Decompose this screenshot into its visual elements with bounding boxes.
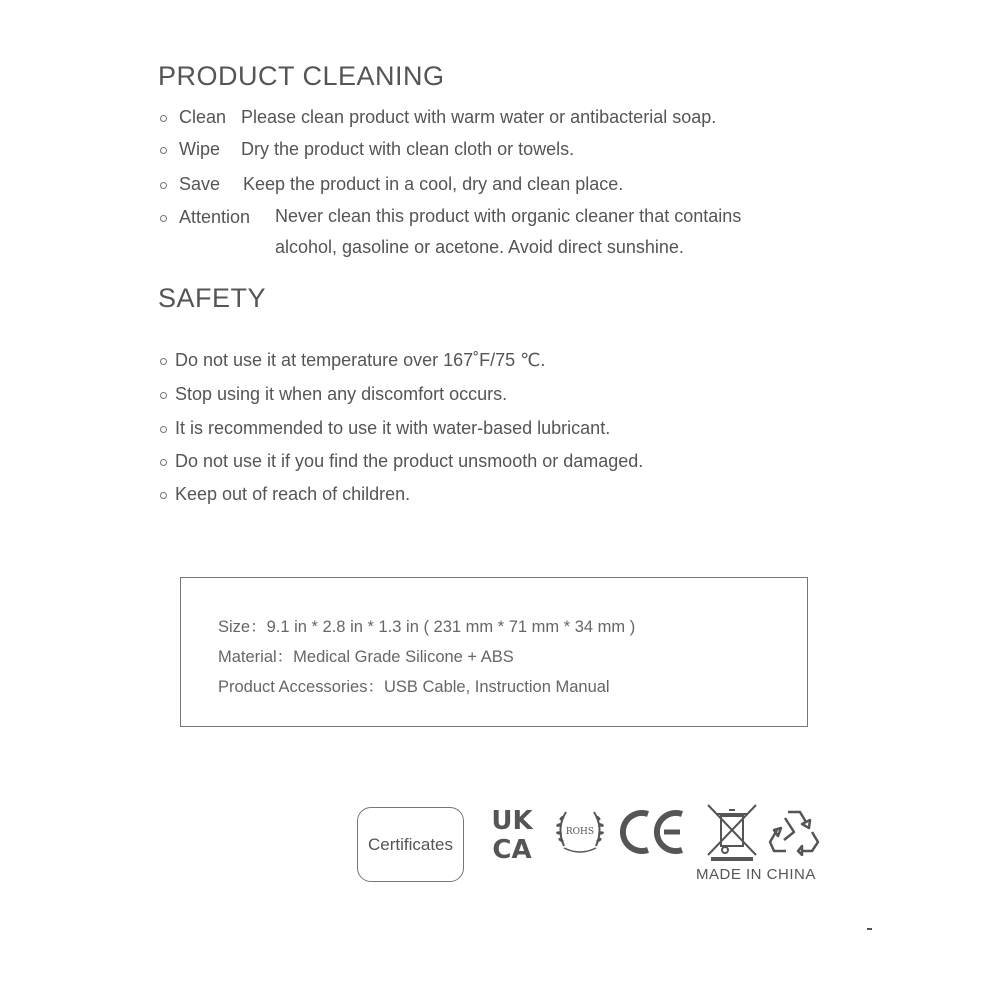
safety-text: Stop using it when any discomfort occurs.	[175, 384, 508, 404]
cleaning-title: PRODUCT CLEANING	[158, 61, 445, 91]
safety-text: It is recommended to use it with water-based lubricant.	[175, 418, 611, 438]
safety-title: SAFETY	[158, 283, 267, 313]
spec-size: Size：9.1 in * 2.8 in * 1.3 in ( 231 mm * 71 mm * 34 mm )	[218, 618, 636, 636]
cleaning-label: Wipe	[179, 139, 221, 159]
cleaning-text: alcohol, gasoline or acetone. Avoid direct sunshine.	[275, 237, 684, 257]
cleaning-item-attention	[160, 207, 741, 263]
safety-text: Keep out of reach of children.	[175, 484, 411, 504]
bullet-icon	[160, 459, 167, 466]
cleaning-item-wipe	[160, 139, 574, 160]
safety-text: Do not use it at temperature over 167˚F/75 ℃.	[175, 350, 546, 370]
ukca-text-bottom: CA	[492, 835, 532, 860]
safety-text: Do not use it if you find the product unsmooth or damaged.	[175, 451, 644, 471]
cleaning-label: Attention	[179, 207, 251, 227]
weee-bin-icon	[705, 802, 759, 862]
cleaning-text: Keep the product in a cool, dry and clean place.	[243, 174, 624, 194]
spec-material: Material：Medical Grade Silicone + ABS	[218, 648, 514, 666]
bullet-icon	[160, 492, 167, 499]
safety-item	[160, 350, 545, 371]
bullet-icon	[160, 147, 167, 154]
made-in-china-label: MADE IN CHINA	[696, 866, 816, 883]
bullet-icon	[160, 182, 167, 189]
safety-item	[160, 384, 507, 405]
certificates-button: Certificates	[357, 807, 464, 882]
ukca-text-top: UK	[491, 806, 533, 836]
cleaning-text: Please clean product with warm water or antibacterial soap.	[241, 107, 717, 127]
cleaning-text-block	[275, 201, 741, 263]
bullet-icon	[160, 392, 167, 399]
rohs-logo-icon	[552, 806, 608, 856]
spec-accessories: Product Accessories：USB Cable, Instruction Manual	[218, 678, 610, 696]
cleaning-text: Never clean this product with organic cleaner that contains	[275, 206, 742, 226]
specifications-box	[180, 577, 808, 727]
safety-item	[160, 451, 643, 472]
rohs-text: ROHS	[565, 827, 595, 837]
safety-item	[160, 484, 410, 505]
cleaning-label: Save	[179, 174, 221, 194]
bullet-icon	[160, 115, 167, 122]
cleaning-item-clean	[160, 107, 716, 128]
cleaning-text: Dry the product with clean cloth or towels.	[241, 139, 575, 159]
bullet-icon	[160, 426, 167, 433]
cleaning-item-save	[160, 174, 623, 195]
safety-item	[160, 418, 610, 439]
cleaning-label: Clean	[179, 107, 227, 127]
recycle-icon	[768, 806, 820, 856]
ce-mark-icon	[620, 808, 688, 856]
bullet-icon	[160, 215, 167, 222]
bullet-icon	[160, 358, 167, 365]
ukca-logo-icon	[484, 804, 540, 860]
page-mark	[867, 928, 872, 930]
